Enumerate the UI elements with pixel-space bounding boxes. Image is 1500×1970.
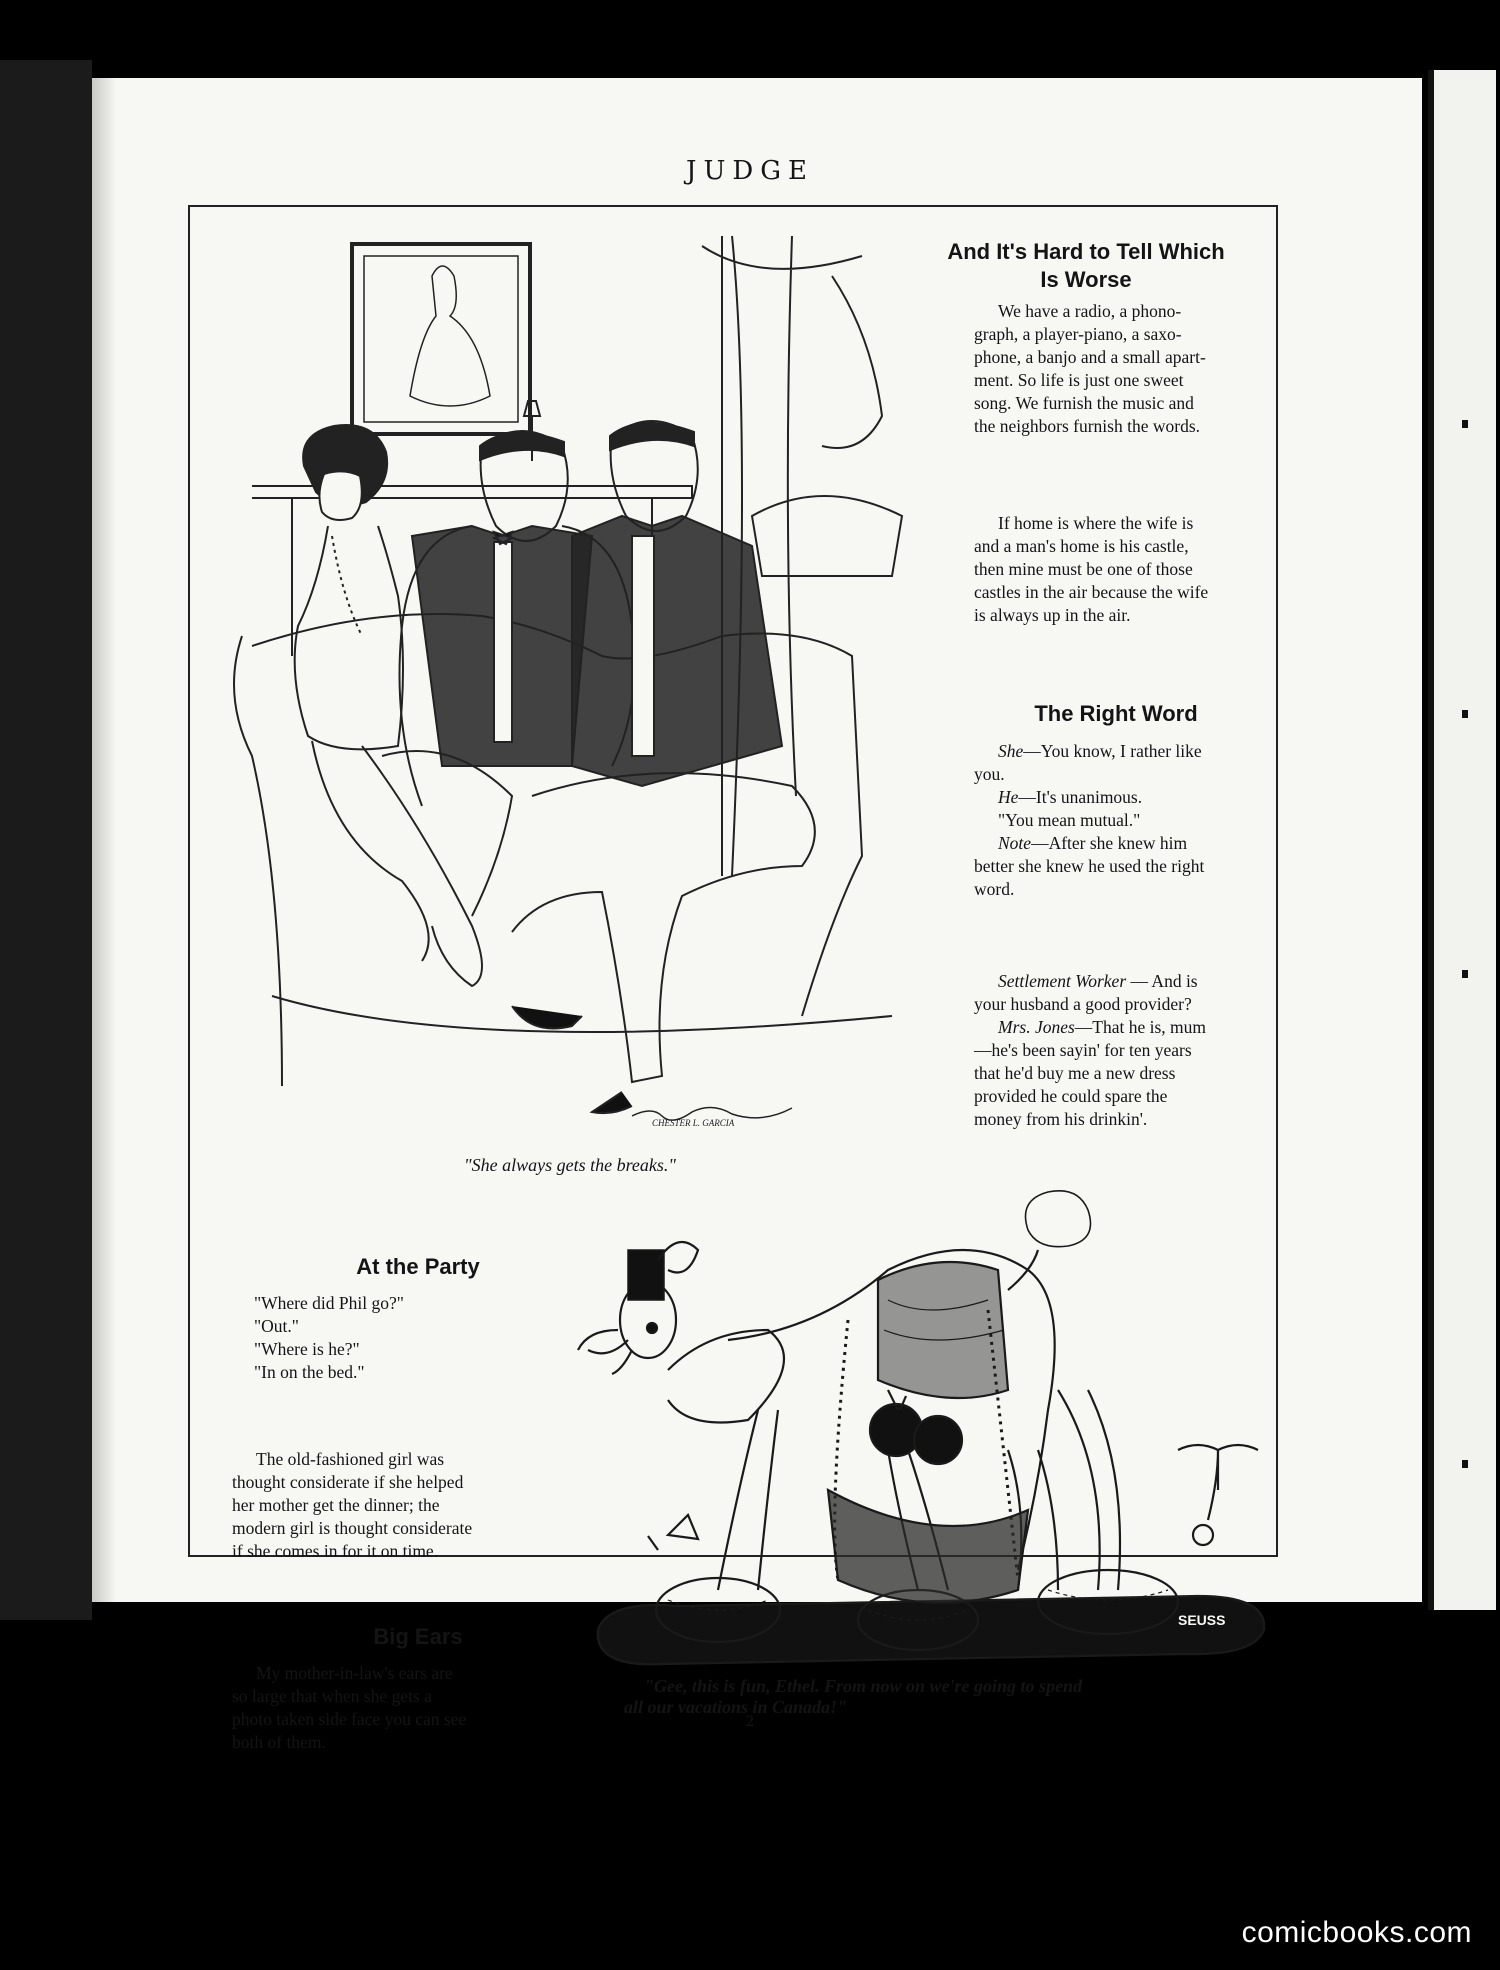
dialogue-worker bbox=[974, 970, 1284, 993]
article-body-right-word bbox=[974, 740, 1284, 901]
text-line: thought considerate if she helped bbox=[232, 1472, 464, 1492]
speaker-she: She bbox=[998, 741, 1024, 761]
text-line: phone, a banjo and a small apart- bbox=[974, 347, 1206, 367]
text-line: —After she knew him bbox=[1031, 833, 1188, 853]
text-line: "In on the bed." bbox=[254, 1362, 365, 1382]
text-line: you. bbox=[974, 764, 1005, 784]
article-body-hard-to-tell bbox=[974, 300, 1284, 438]
text-line: and a man's home is his castle, bbox=[974, 536, 1189, 556]
page-gutter-shadow bbox=[92, 78, 116, 1602]
article-title-big-ears: Big Ears bbox=[373, 1624, 463, 1649]
text-line: We have a radio, a phono- bbox=[998, 301, 1182, 321]
text-line: is always up in the air. bbox=[974, 605, 1131, 625]
text-line: castles in the air because the wife bbox=[974, 582, 1209, 602]
speaker-mrs-jones: Mrs. Jones bbox=[998, 1017, 1075, 1037]
text-line: —You know, I rather like bbox=[1023, 741, 1202, 761]
text-line: the neighbors furnish the words. bbox=[974, 416, 1201, 436]
text-line: modern girl is thought considerate bbox=[232, 1518, 473, 1538]
book-spine-edge bbox=[0, 60, 92, 1620]
camel-cartoon bbox=[588, 1190, 1278, 1710]
article-body-settlement bbox=[974, 970, 1284, 1131]
drawing-room-cartoon bbox=[232, 236, 922, 1146]
text-line: ment. So life is just one sweet bbox=[974, 370, 1184, 390]
dialogue-note bbox=[974, 832, 1284, 855]
text-line: graph, a player-piano, a saxo- bbox=[974, 324, 1182, 344]
text-line: then mine must be one of those bbox=[974, 559, 1193, 579]
text-line: —It's unanimous. bbox=[1018, 787, 1143, 807]
text-line: money from his drinkin'. bbox=[974, 1109, 1148, 1129]
article-title-at-the-party: At the Party bbox=[356, 1254, 480, 1279]
bottom-cartoon-signature: SEUSS bbox=[1178, 1612, 1226, 1628]
speaker-he: He bbox=[998, 787, 1019, 807]
text-line: if she comes in for it on time. bbox=[232, 1541, 439, 1561]
next-page-edge bbox=[1428, 70, 1496, 1610]
speaker-settlement-worker: Settlement Worker bbox=[998, 971, 1127, 991]
article-body-old-fashioned bbox=[232, 1448, 564, 1563]
text-line: My mother-in-law's ears are bbox=[256, 1663, 453, 1683]
speaker-note: Note bbox=[998, 833, 1032, 853]
article-body-at-the-party bbox=[254, 1292, 574, 1384]
text-line: "Where did Phil go?" bbox=[254, 1293, 404, 1313]
text-line: photo taken side face you can see bbox=[232, 1709, 467, 1729]
text-line: "Out." bbox=[254, 1316, 299, 1336]
text-line: her mother get the dinner; the bbox=[232, 1495, 440, 1515]
page-number: 2 bbox=[745, 1714, 755, 1730]
text-line: your husband a good provider? bbox=[974, 994, 1192, 1014]
text-line: provided he could spare the bbox=[974, 1086, 1168, 1106]
top-cartoon-signature: CHESTER L. GARCIA bbox=[652, 1118, 735, 1128]
text-line: If home is where the wife is bbox=[998, 513, 1194, 533]
caption-line: all our vacations in Canada!" bbox=[624, 1697, 848, 1717]
dialogue-mrs-jones bbox=[974, 1016, 1284, 1039]
title-line: And It's Hard to Tell Which bbox=[947, 239, 1225, 264]
article-body-big-ears bbox=[232, 1662, 564, 1754]
text-line: — And is bbox=[1126, 971, 1198, 991]
text-line: —That he is, mum bbox=[1074, 1017, 1207, 1037]
article-body-home bbox=[974, 512, 1284, 627]
article-title-right-word: The Right Word bbox=[1034, 701, 1198, 726]
top-cartoon-caption: "She always gets the breaks." bbox=[464, 1155, 676, 1175]
text-line: that he'd buy me a new dress bbox=[974, 1063, 1176, 1083]
site-watermark: comicbooks.com bbox=[1241, 1916, 1472, 1949]
article-title-hard-to-tell bbox=[936, 238, 1236, 294]
text-line: "You mean mutual." bbox=[998, 810, 1141, 830]
text-line: "Where is he?" bbox=[254, 1339, 360, 1359]
dialogue-he bbox=[974, 786, 1284, 809]
text-line: so large that when she gets a bbox=[232, 1686, 432, 1706]
text-line: —he's been sayin' for ten years bbox=[974, 1040, 1192, 1060]
title-line: Is Worse bbox=[1040, 267, 1132, 292]
text-line: The old-fashioned girl was bbox=[256, 1449, 445, 1469]
text-line: both of them. bbox=[232, 1732, 326, 1752]
masthead: JUDGE bbox=[686, 156, 814, 186]
bottom-cartoon-caption bbox=[600, 1676, 1280, 1718]
caption-line: "Gee, this is fun, Ethel. From now on we're going to spend bbox=[644, 1676, 1083, 1696]
text-line: better she knew he used the right bbox=[974, 856, 1205, 876]
text-line: word. bbox=[974, 879, 1015, 899]
text-line: song. We furnish the music and bbox=[974, 393, 1194, 413]
dialogue-she bbox=[974, 740, 1284, 763]
